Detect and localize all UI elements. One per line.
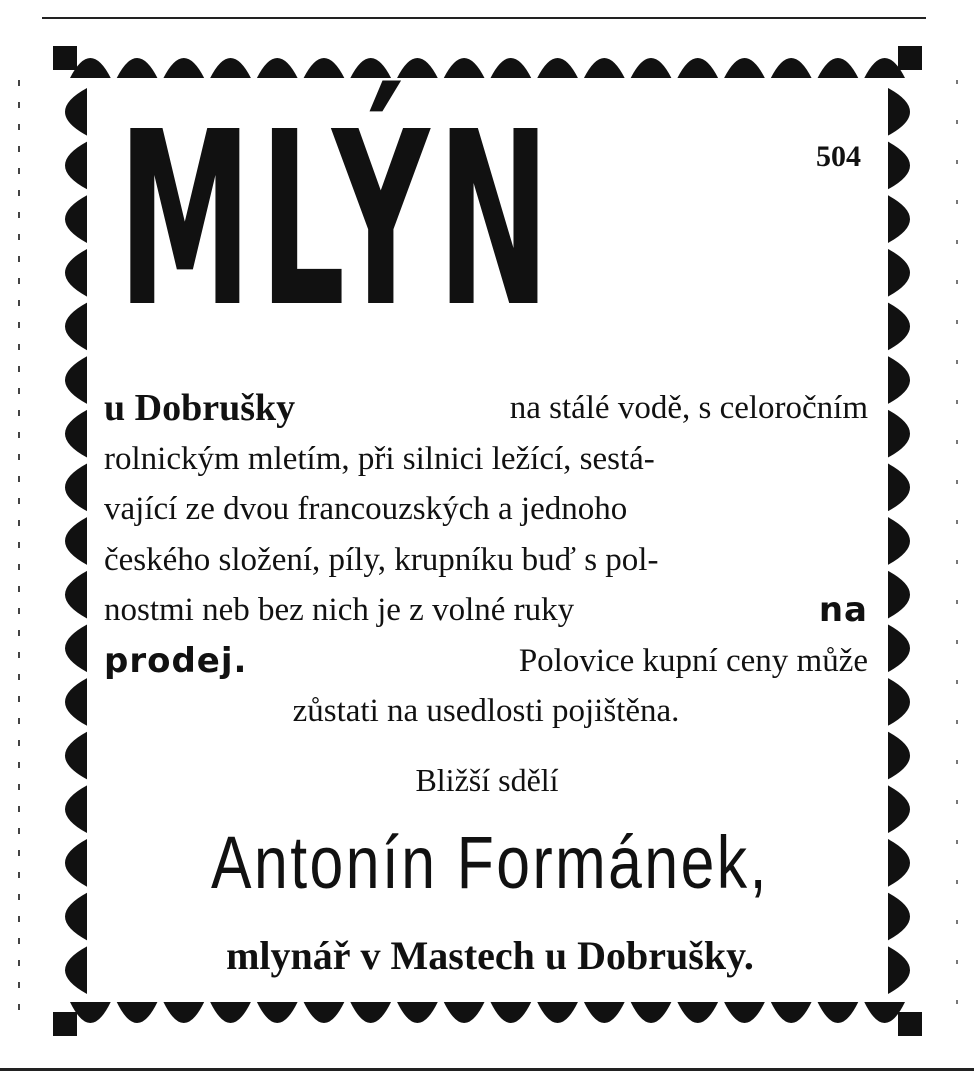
ad-number: 504	[816, 140, 861, 173]
border-scallop	[771, 58, 812, 78]
border-scallop	[491, 58, 532, 78]
border-scallop	[898, 46, 922, 70]
border-scallop	[491, 1002, 532, 1023]
border-scallop	[210, 1002, 251, 1023]
ad-body	[104, 383, 868, 737]
body-text-6: Polovice kupní ceny může	[518, 642, 868, 679]
border-scallop	[444, 1002, 485, 1023]
border-scallop	[65, 410, 87, 458]
body-text-1: na stálé vodě, s celoročním	[509, 390, 868, 426]
border-scallop	[65, 624, 87, 672]
border-scallop	[724, 1002, 765, 1023]
cut-line-left	[18, 80, 20, 1020]
border-scallop	[65, 678, 87, 726]
border-scallop	[888, 893, 910, 941]
border-scallop	[584, 58, 625, 78]
body-text-3: vající ze dvou francouzských a jednoho	[104, 491, 628, 527]
body-text-4: českého složení, píly, krupníku buď s pol-	[104, 541, 659, 578]
border-scallop	[397, 58, 438, 78]
border-scallop	[304, 58, 345, 78]
border-scallop	[210, 58, 251, 78]
signer-occupation: mlynář v Mastech u Dobrušky.	[226, 933, 754, 978]
border-scallop	[65, 893, 87, 941]
border-scallop	[818, 58, 859, 78]
border-scallop	[117, 58, 158, 78]
border-scallop	[584, 1002, 625, 1023]
border-scallop	[65, 571, 87, 619]
border-scallop	[65, 88, 87, 136]
for-sale-emphasis-2: prodej.	[104, 640, 248, 681]
border-scallop	[65, 249, 87, 297]
border-scallop	[350, 58, 391, 78]
body-line-3	[104, 484, 868, 535]
border-scallop	[65, 303, 87, 351]
border-scallop	[163, 1002, 204, 1023]
body-text-7: zůstati na usedlosti pojištěna.	[292, 693, 680, 729]
body-line-4	[104, 535, 868, 586]
cut-line-right	[956, 80, 958, 1020]
border-scallop	[888, 303, 910, 351]
border-scallop	[888, 839, 910, 887]
border-scallop	[888, 464, 910, 512]
border-scallop	[888, 356, 910, 404]
body-text-5: nostmi neb bez nich je z volné ruky	[104, 592, 575, 628]
border-scallop	[677, 1002, 718, 1023]
border-scallop	[888, 249, 910, 297]
border-scallop	[53, 46, 77, 70]
border-scallop	[350, 1002, 391, 1023]
border-scallop	[888, 195, 910, 243]
border-scallop	[304, 1002, 345, 1023]
border-scallop	[163, 58, 204, 78]
border-scallop	[117, 1002, 158, 1023]
body-line-1	[104, 383, 868, 434]
border-scallop	[65, 839, 87, 887]
body-line-5	[104, 585, 868, 636]
border-scallop	[888, 410, 910, 458]
body-text-2: rolnickým mletím, při silnici ležící, sestá-	[104, 440, 655, 477]
border-scallop	[257, 58, 298, 78]
border-scallop	[888, 517, 910, 565]
for-sale-emphasis-1: na	[818, 590, 868, 630]
border-scallop	[537, 1002, 578, 1023]
body-line-6	[104, 636, 868, 687]
border-scallop	[888, 571, 910, 619]
body-line-7	[104, 686, 868, 737]
border-scallop	[53, 1012, 77, 1036]
border-scallop	[888, 678, 910, 726]
border-scallop	[771, 1002, 812, 1023]
border-scallop	[888, 142, 910, 190]
contact-intro: Bližší sdělí	[415, 762, 559, 798]
border-scallop	[888, 88, 910, 136]
border-scallop	[444, 58, 485, 78]
border-scallop	[818, 1002, 859, 1023]
border-scallop	[724, 58, 765, 78]
border-scallop	[397, 1002, 438, 1023]
signer-name: Antonín Formánek,	[211, 821, 769, 904]
ad-title: MLÝN	[118, 80, 558, 360]
border-scallop	[888, 946, 910, 994]
border-scallop	[677, 58, 718, 78]
border-scallop	[65, 142, 87, 190]
border-scallop	[888, 624, 910, 672]
border-scallop	[631, 58, 672, 78]
border-scallop	[65, 946, 87, 994]
bottom-rule	[0, 1068, 974, 1071]
border-scallop	[65, 464, 87, 512]
border-scallop	[631, 1002, 672, 1023]
body-line-2	[104, 434, 868, 485]
top-rule	[42, 17, 926, 19]
location-bold: u Dobrušky	[104, 387, 296, 429]
border-scallop	[65, 356, 87, 404]
border-scallop	[898, 1012, 922, 1036]
border-scallop	[65, 517, 87, 565]
border-scallop	[257, 1002, 298, 1023]
border-scallop	[537, 58, 578, 78]
border-scallop	[65, 195, 87, 243]
